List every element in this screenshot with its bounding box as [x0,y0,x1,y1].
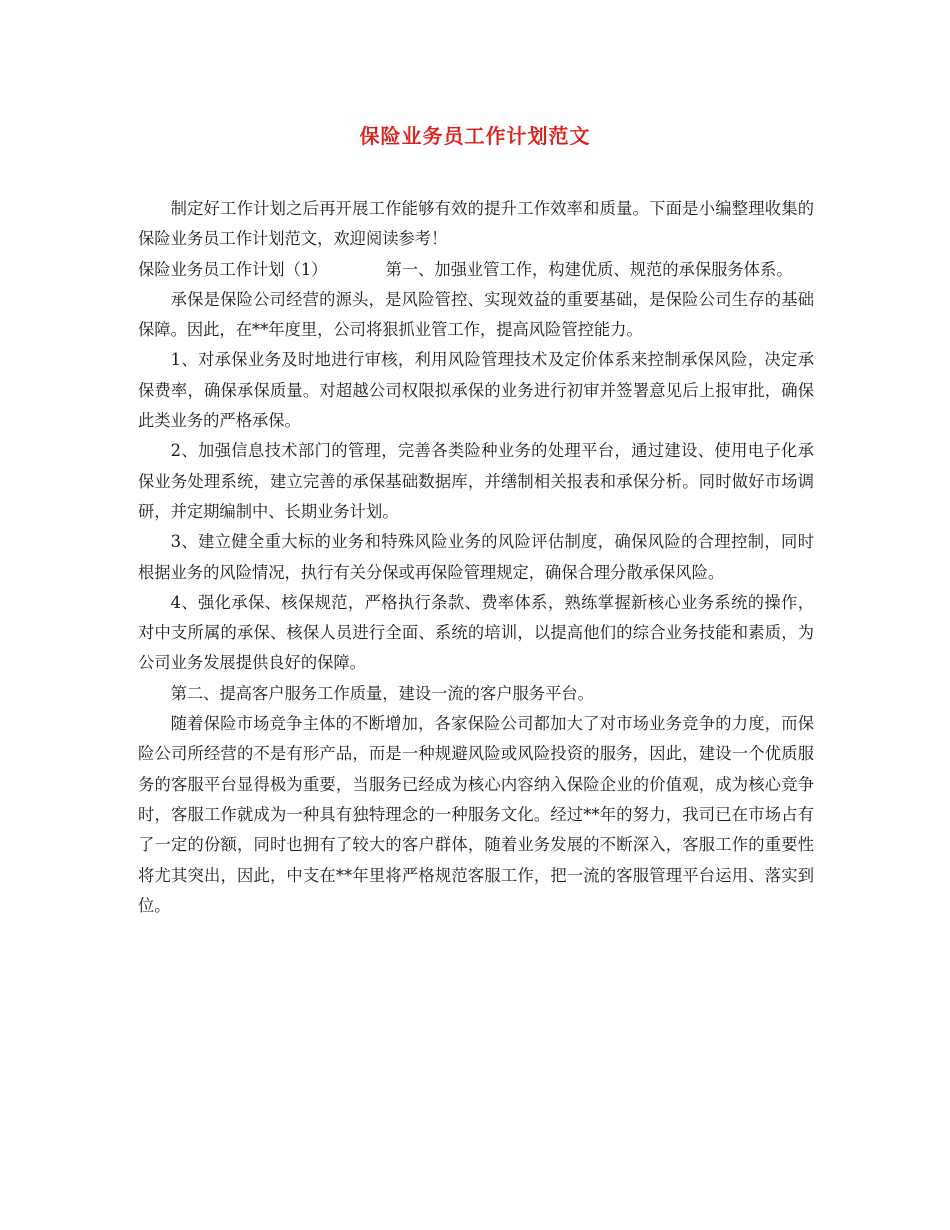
paragraph-item-4: 4、强化承保、核保规范，严格执行条款、费率体系，熟练掌握新核心业务系统的操作，对中支所属的承保、核保人员进行全面、系统的培训，以提高他们的综合业务技能和素质，为公司业务发展提供良好的保障。 [138,592,814,673]
section2-heading: 第二、提高客户服务工作质量，建设一流的客户服务平台。 [170,683,594,703]
plan-heading-line [138,255,814,285]
paragraph-item-1: 1、对承保业务及时地进行审核，利用风险管理技术及定价体系来控制承保风险，决定承保费率，确保承保质量。对超越公司权限拟承保的业务进行初审并签署意见后上报审批，确保此类业务的严格承保。 [138,350,814,431]
paragraph-item-2: 2、加强信息技术部门的管理，完善各类险种业务的处理平台，通过建设、使用电子化承保业务处理系统，建立完善的承保基础数据库，并缮制相关报表和承保分析。同时做好市场调研，并定期编制中、长期业务计划。 [138,441,814,521]
paragraph-item-3: 3、建立健全重大标的业务和特殊风险业务的风险评估制度，确保风险的合理控制，同时根据业务的风险情况，执行有关分保或再保险管理规定，确保合理分散承保风险。 [138,532,814,582]
section1-heading: 第一、加强业管工作，构建优质、规范的承保服务体系。 [385,259,793,279]
intro-paragraph: 制定好工作计划之后再开展工作能够有效的提升工作效率和质量。下面是小编整理收集的保险业务员工作计划范文，欢迎阅读参考！ [138,199,814,249]
document-body [138,194,814,921]
plan-heading: 保险业务员工作计划（1） [138,259,328,279]
paragraph-customer-service: 随着保险市场竞争主体的不断增加，各家保险公司都加大了对市场业务竞争的力度，而保险公司所经营的不是有形产品，而是一种规避风险或风险投资的服务，因此，建设一个优质服务的客服平台显得极为重要，当服务已经成为核心内容纳入保险企业的价值观，成为核心竞争时，客服工作就成为一种具有独特理念的一种服务文化。经过**年的努力，我司已在市场占有了一定的份额，同时也拥有了较大的客户群体，随着业务发展的不断深入，客服工作的重要性将尤其突出，因此，中支在**年里将严格规范客服工作，把一流的客服管理平台运用、落实到位。 [138,714,814,915]
document-title: 保险业务员工作计划范文 [359,124,591,148]
paragraph-underwriting-source: 承保是保险公司经营的源头，是风险管控、实现效益的重要基础，是保险公司生存的基础保障。因此，在**年度里，公司将狠抓业管工作，提高风险管控能力。 [138,289,814,340]
